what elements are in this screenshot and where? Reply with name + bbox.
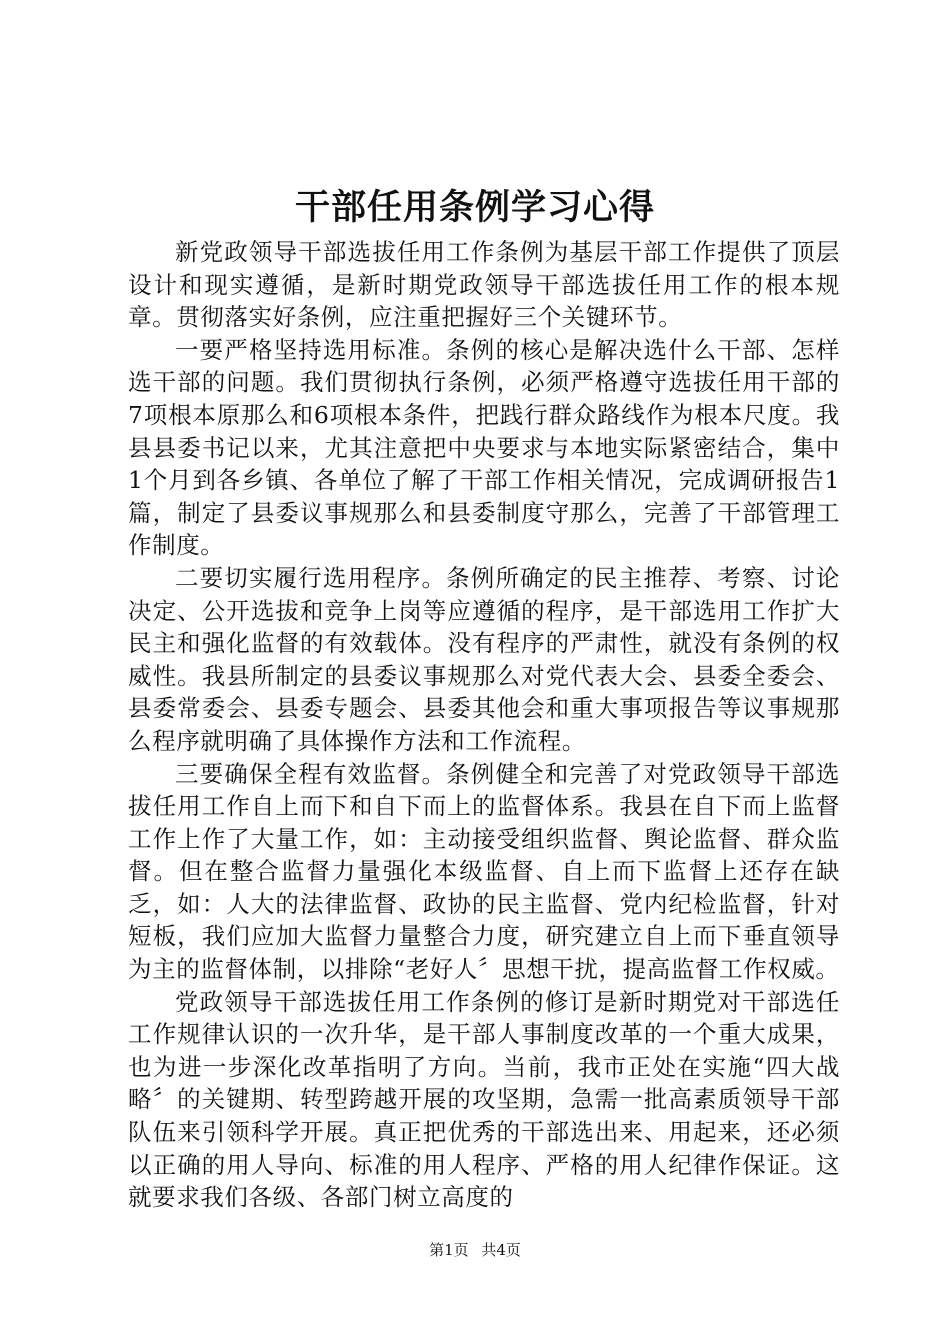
- paragraph-standards: 一要严格坚持选用标准。条例的核心是解决选什么干部、怎样选干部的问题。我们贯彻执行条例，必须严格遵守选拔任用干部的7项根本原那么和6项根本条件，把践行群众路线作为根本尺度。我县县委书记以来，尤其注意把中央要求与本地实际紧密结合，集中1个月到各乡镇、各单位了解了干部工作相关情况，完成调研报告1篇，制定了县委议事规那么和县委制度守那么，完善了干部管理工作制度。: [128, 335, 840, 560]
- paragraph-supervision: 三要确保全程有效监督。条例健全和完善了对党政领导干部选拔任用工作自上而下和自下而上的监督体系。我县在自下而上监督工作上作了大量工作，如：主动接受组织监督、舆论监督、群众监督。但在整合监督力量强化本级监督、自上而下监督上还存在缺乏，如：人大的法律监督、政协的民主监督、党内纪检监督，针对短板，我们应加大监督力量整合力度，研究建立自上而下垂直领导为主的监督体制，以排除“老好人〞思想干扰，提高监督工作权威。: [128, 759, 840, 984]
- page-total: 共4页: [481, 1241, 521, 1259]
- page-number: 第1页: [429, 1241, 469, 1259]
- paragraph-intro: 新党政领导干部选拔任用工作条例为基层干部工作提供了顶层设计和现实遵循，是新时期党政领导干部选拔任用工作的根本规章。贯彻落实好条例，应注重把握好三个关键环节。: [128, 238, 840, 332]
- paragraph-conclusion: 党政领导干部选拔任用工作条例的修订是新时期党对干部选任工作规律认识的一次升华，是干部人事制度改革的一个重大成果，也为进一步深化改革指明了方向。当前，我市正处在实施“四大战略〞的关键期、转型跨越开展的攻坚期，急需一批高素质领导干部队伍来引领科学开展。真正把优秀的干部选出来、用起来，还必须以正确的用人导向、标准的用人程序、严格的用人纪律作保证。这就要求我们各级、各部门树立高度的: [128, 987, 840, 1212]
- document-title: 干部任用条例学习心得: [294, 188, 655, 228]
- page-footer: [0, 1240, 950, 1260]
- paragraph-procedures: 二要切实履行选用程序。条例所确定的民主推荐、考察、讨论决定、公开选拔和竞争上岗等应遵循的程序，是干部选用工作扩大民主和强化监督的有效载体。没有程序的严肃性，就没有条例的权威性。我县所制定的县委议事规那么对党代表大会、县委全委会、县委常委会、县委专题会、县委其他会和重大事项报告等议事规那么程序就明确了具体操作方法和工作流程。: [128, 563, 840, 755]
- document-body: [128, 236, 840, 1214]
